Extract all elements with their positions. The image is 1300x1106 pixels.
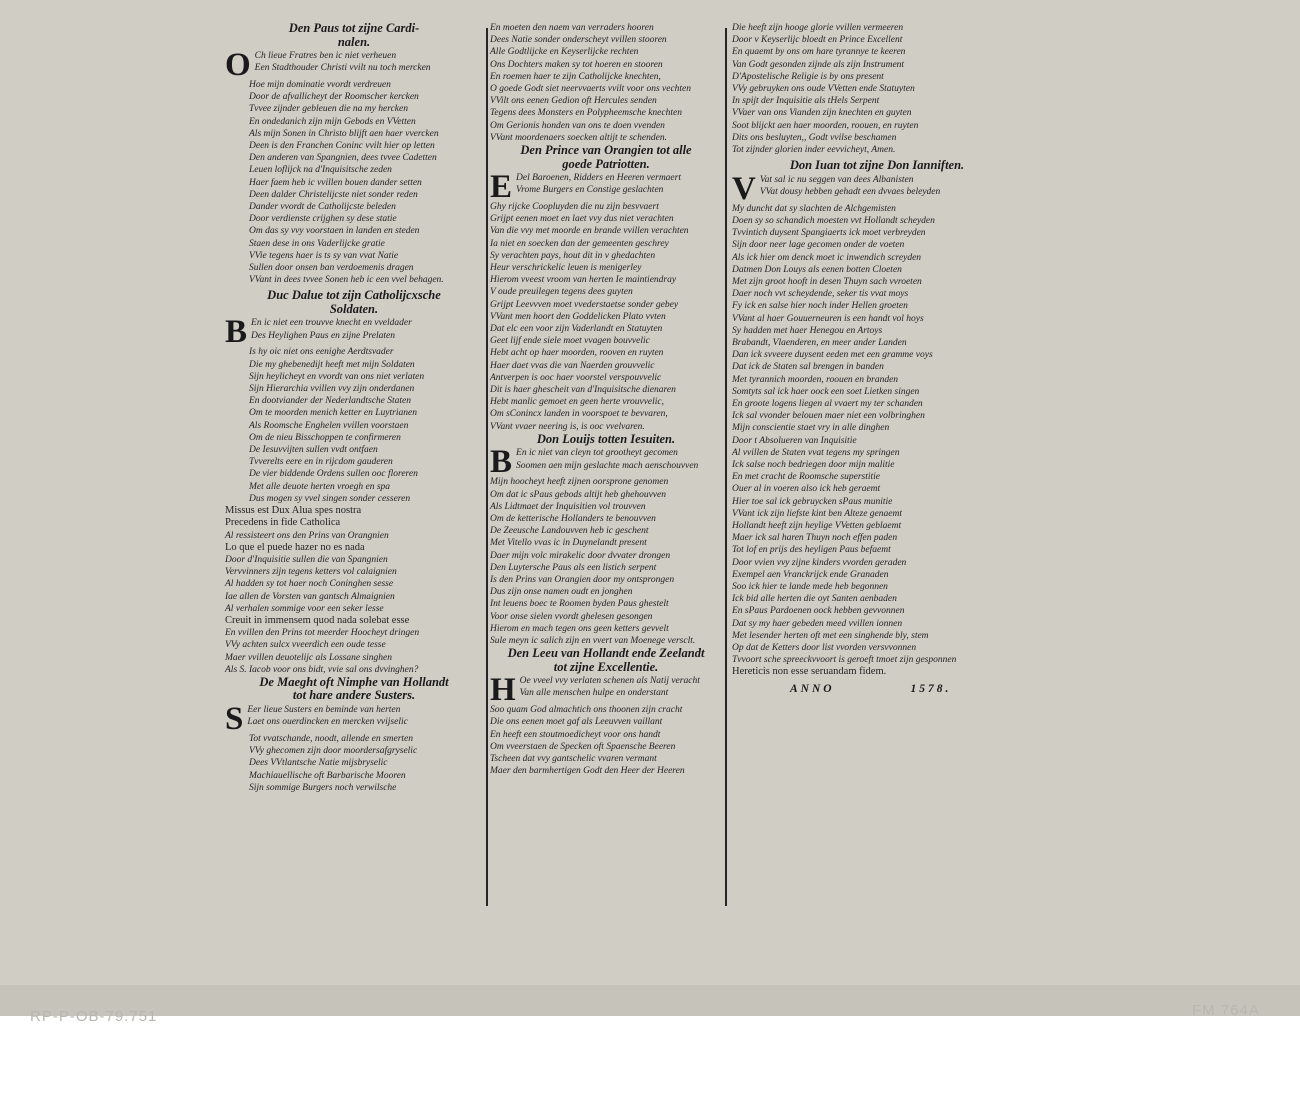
- verse-line: Hoe mijn dominatie vvordt verdreuen: [249, 80, 391, 90]
- latin-lines: [225, 615, 483, 627]
- verse-line: Om de ketterische Hollanders te benouvven: [490, 514, 656, 524]
- verse-line: Den anderen van Spangnien, dees tvvee Cadetten: [249, 153, 437, 164]
- verse-line: Antverpen is ooc haer voorstel verspouvvelic: [490, 372, 662, 383]
- verse-line: Al vvillen de Staten vvat tegens my springen: [732, 447, 900, 458]
- verse-line: Machiauellische oft Barbarische Mooren: [249, 770, 406, 781]
- verse-line: Al ressisteert ons den Prins van Orangnien: [225, 530, 389, 541]
- verse-line: Tvvintich duysent Spangiaerts ick moet verbreyden: [732, 228, 926, 239]
- verse-line: VVat dousy hebben gehadt een dvvaes beleyden: [759, 186, 941, 197]
- stanza-prince: [490, 169, 722, 433]
- verse-line: Dander vvordt de Catholijcste beleden: [249, 202, 396, 213]
- heading-leeu: Den Leeu van Hollandt ende Zeelandt: [507, 646, 705, 661]
- verse-line: Dees Natie sonder onderscheyt vvillen stooren: [490, 35, 667, 46]
- lines: [225, 79, 483, 286]
- verse-line: Als Roomsche Enghelen vvillen voorstaen: [249, 420, 409, 431]
- verse-line: Dus zijn onse namen oudt en jonghen: [490, 587, 633, 598]
- verse-line: VVy gebruyken ons oude VVetten ende Statuyten: [732, 84, 915, 95]
- verse-line: Met lesender herten oft met een singhende bly, stem: [732, 630, 929, 641]
- verse-line: Brabandt, Vlaenderen, en meer ander Landen: [732, 337, 907, 348]
- verse-line: Dat sy my haer gebeden meed vvillen ionnen: [732, 618, 903, 629]
- verse-line: Ick sal vvonder belouen maer niet een volbringhen: [732, 411, 925, 422]
- verse-line: Dus mogen sy vvel singen sonder cesseren: [249, 493, 411, 504]
- verse-line: Ch lieue Fratres ben ic niet verheuen: [254, 51, 397, 61]
- column-3: [732, 22, 1022, 695]
- lines: [225, 50, 483, 74]
- verse-line: My duncht dat sy slachten de Alchgemisten: [732, 203, 896, 214]
- lines: [225, 317, 483, 341]
- heading-prince-cont: goede Patriotten.: [562, 156, 650, 171]
- spanish-lines: [225, 542, 483, 554]
- verse-line: VVant moordenaers soecken altijt te schenden.: [490, 132, 667, 143]
- anno-label: ANNO: [790, 682, 835, 695]
- heading-dalue-cont: Soldaten.: [329, 301, 379, 316]
- verse-line: V oude preuilegen tegens dees guyten: [490, 287, 633, 298]
- stanza-leeu: [490, 672, 722, 777]
- verse-line: Dan ick svveere duysent eeden met een gramme voys: [732, 350, 933, 361]
- verse-line: VVant ick zijn liefste kint ben Alteze genaemt: [732, 508, 902, 519]
- lines: [225, 346, 483, 505]
- verse-line: D'Apostelische Religie is by ons present: [732, 71, 884, 82]
- latin-lines: [732, 666, 1022, 678]
- verse-line: Met tyrannich moorden, roouen en branden: [732, 374, 899, 385]
- verse-line: Iae allen de Vorsten van gantsch Almaignien: [225, 591, 395, 602]
- verse-line: Die heeft zijn hooge glorie vvillen vermeeren: [732, 23, 904, 33]
- verse-line: Daer noch vvt scheydende, seker tis vvat moys: [732, 289, 909, 300]
- verse-line: En ic niet van cleyn tot grootheyt gecomen: [516, 448, 678, 459]
- drop-cap: V: [732, 170, 756, 207]
- lines: [732, 174, 1022, 198]
- verse-line: Van Godt gesonden zijnde als zijn Instrument: [732, 59, 905, 70]
- verse-line: Met zijn groot hooft in desen Thuyn sach vvroeten: [732, 276, 922, 287]
- verse-line: Alle Godtlijcke en Keyserlijcke rechten: [490, 47, 639, 58]
- verse-line: Creuit in immensem quod nada solebat esse: [225, 614, 410, 626]
- verse-line: Soo quam God almachtich ons thoonen zijn cracht: [490, 705, 683, 716]
- verse-line: Grijpt Leevvven moet vvederstaetse sonder gebey: [490, 299, 679, 310]
- verse-line: Is hy oic niet ons eenighe Aerdtsvader: [249, 347, 394, 358]
- verse-line: Dits ons besluyten,, Godt vvilse beschamen: [732, 132, 897, 143]
- verse-line: De Iesuvvijten sullen vvdt ontfaen: [249, 445, 378, 456]
- verse-line: En sPaus Pardoenen oock hebben gevvonnen: [732, 606, 905, 617]
- heading-paus-cont: nalen.: [337, 34, 371, 49]
- verse-line: En quaemt by ons om hare tyrannye te keeren: [732, 47, 906, 58]
- verse-line: Exempel aen Vranckrijck ende Granaden: [732, 569, 889, 580]
- verse-line: Een Stadthouder Christi vvilt nu toch mercken: [254, 63, 431, 74]
- lines: [225, 704, 483, 728]
- verse-line: VVie tegens haer is ts sy van vvat Natie: [249, 250, 399, 261]
- verse-line: Hier toe sal ick gebruycken sPaus munitie: [732, 496, 893, 507]
- drop-cap: S: [225, 700, 244, 737]
- verse-line: Sule meyn ic salich zijn en vvert van Moenege versclt.: [490, 636, 696, 647]
- verse-line: Soot blijckt aen haer moorden, roouen, en ruyten: [732, 120, 919, 131]
- verse-line: Tvvoort sche spreeckvvoort is geroeft tmoet zijn gesponnen: [732, 655, 957, 666]
- verse-line: Al hadden sy tot haer noch Coninghen sesse: [225, 579, 394, 590]
- verse-line: VVilt ons eenen Gedion oft Hercules senden: [490, 96, 657, 107]
- stanza-louijs: [490, 444, 722, 647]
- column-1: [225, 22, 483, 794]
- anno-year: 1578.: [910, 682, 952, 695]
- verse-line: Doen sy so schandich moesten vvt Hollandt scheyden: [732, 215, 935, 226]
- verse-line: Om sConincx landen in voorspoet te bevvaren,: [490, 409, 668, 420]
- verse-line: Deen is den Franchen Coninc vvilt hier op letten: [249, 141, 435, 152]
- verse-line: Sijn sommige Burgers noch verwilsche: [249, 782, 397, 793]
- verse-line: Om Gerionis honden van ons te doen vvenden: [490, 120, 665, 131]
- lines: [490, 675, 722, 699]
- verse-line: Tvverelts eere en in rijcdom gauderen: [249, 457, 393, 468]
- verse-line: Leuen loflijck na d'Inquisitsche zeden: [249, 165, 392, 176]
- anno-date: [732, 683, 1022, 695]
- stanza-maeght: [225, 700, 483, 794]
- verse-line: En roemen haer te zijn Catholijcke knechten,: [490, 71, 661, 82]
- verse-line: En vvillen den Prins tot meerder Hoocheyt dringen: [225, 628, 420, 639]
- verse-line: Mijn hoocheyt heeft zijnen oorsprone genomen: [490, 477, 669, 488]
- stanza-paus: [225, 47, 483, 286]
- verse-line: Maer ick sal haren Thuyn noch effen paden: [732, 533, 898, 544]
- verse-line: Ick salse noch bedriegen door mijn malitie: [732, 460, 895, 470]
- verse-line: Door de afvallicheyt der Roomscher kercken: [249, 92, 419, 103]
- verse-line: Maer den barmhertigen Godt den Heer der Heeren: [490, 766, 685, 777]
- drop-cap: B: [490, 444, 513, 481]
- verse-line: Ghy rijcke Coopluyden die nu zijn besvvaert: [490, 202, 659, 213]
- verse-line: Om das sy vvy voorstaen in landen en steden: [249, 226, 420, 237]
- latin-lines: [225, 505, 483, 529]
- verse-line: Door t Absolueren van Inquisitie: [732, 435, 857, 446]
- lines: [732, 203, 1022, 667]
- verse-line: Geet lijf ende siele moet vvagen bouvvelic: [490, 336, 650, 347]
- verse-line: Dees VVtlantsche Natie mijsbryselic: [249, 758, 388, 769]
- verse-line: Dat ick de Staten sal brengen in banden: [732, 362, 884, 373]
- column-2: [490, 22, 722, 777]
- verse-line: En groote logens liegen al vvaert my ter schanden: [732, 398, 923, 409]
- lines: [490, 704, 722, 777]
- verse-line: VVy ghecomen zijn door moordersafgryselic: [249, 746, 418, 757]
- verse-line: Als mijn Sonen in Christo blijft aen haer vvercken: [249, 128, 439, 139]
- stanza-iuan: [732, 170, 1022, 679]
- verse-line: Sijn heylicheyt en vvordt van ons niet verlaten: [249, 371, 425, 382]
- verse-line: Den Luytersche Paus als een listich serpent: [490, 562, 657, 573]
- verse-line: Haer faem heb ic vvillen bouen dander setten: [249, 177, 422, 188]
- verse-line: Door d'Inquisitie sullen die van Spangnien: [225, 554, 388, 565]
- verse-line: Als ick hier om denck moet ic inwendich screyden: [732, 252, 922, 263]
- verse-line: Sy hadden met haer Henegou en Artoys: [732, 325, 883, 336]
- lines: [490, 476, 722, 647]
- verse-line: Als S. Iacob voor ons bidt, vvie sal ons dvvinghen?: [225, 664, 419, 675]
- verse-line: Op dat de Ketters door list vvorden versvvonnen: [732, 643, 917, 654]
- verse-line: Sy verachten pays, hout dit in v ghedachten: [490, 250, 656, 261]
- verse-line: Vrome Burgers en Constige geslachten: [516, 185, 664, 196]
- verse-line: VVaer van ons Vianden zijn knechten en guyten: [732, 108, 912, 119]
- verse-line: Tscheen dat vvy gantschelic vvaren vermant: [490, 754, 657, 765]
- verse-line: En met cracht de Roomsche superstitie: [732, 472, 881, 483]
- verse-line: Door verdienste crijghen sy dese statie: [249, 214, 397, 225]
- verse-line: Laet ons ouerdincken en mercken vvijselic: [247, 717, 408, 728]
- heading-paus: Den Paus tot zijne Cardi-: [288, 21, 420, 35]
- lines: [225, 627, 483, 676]
- verse-line: Staen dese in ons Vaderlijcke gratie: [249, 238, 385, 249]
- inventory-number-right: FM 764A: [1192, 1002, 1260, 1019]
- verse-line: Vervvinners zijn tegens ketters vol calaignien: [225, 567, 397, 578]
- verse-line: Lo que el puede hazer no es nada: [225, 541, 365, 553]
- verse-line: Grijpt eenen moet en laet vvy dus niet verachten: [490, 214, 674, 225]
- verse-line: Tot zijnder glorien inder eevvicheyt, Amen.: [732, 145, 896, 156]
- verse-line: Tot vvatschande, noodt, allende en smerten: [249, 733, 414, 744]
- verse-line: Van alle menschen hulpe en onderstant: [519, 688, 669, 699]
- verse-line: Int leuens boec te Roomen byden Paus ghestelt: [490, 599, 669, 610]
- verse-line: Om dat ic sPaus gebods altijt heb ghehouvven: [490, 489, 666, 500]
- verse-line: Mijn conscientie staet vry in alle dinghen: [732, 423, 890, 434]
- verse-line: VVy achten sulcx vveerdich een oude tesse: [225, 640, 386, 651]
- verse-line: Dat elc een voor zijn Vaderlandt en Statuyten: [490, 324, 663, 335]
- verse-line: Hebt acht op haer moorden, rooven en ruyten: [490, 348, 664, 359]
- verse-line: Haer daet vvas die van Naerden grouvvelic: [490, 360, 655, 371]
- verse-line: Met alle deuote herten vroegh en spa: [249, 481, 391, 492]
- verse-line: Door vvien vvy zijne kinders vvorden geraden: [732, 557, 907, 568]
- lines: [225, 530, 483, 542]
- verse-line: Eer lieue Susters en beminde van herten: [247, 704, 401, 715]
- verse-line: Soo ick hier te lande mede heb begonnen: [732, 582, 888, 593]
- drop-cap: B: [225, 314, 248, 351]
- stanza-dalue: [225, 314, 483, 675]
- heading-maeght-cont: tot hare andere Susters.: [292, 688, 416, 703]
- verse-line: VVant men hoort den Goddelicken Plato vvten: [490, 311, 666, 322]
- heading-louijs: Don Louijs totten Iesuiten.: [536, 431, 676, 446]
- verse-line: Die ons eenen moet gaf als Leeuvven vaillant: [490, 717, 663, 728]
- verse-line: En moeten den naem van verraders hooren: [490, 23, 654, 33]
- lines: [490, 22, 722, 144]
- verse-line: Des Heylighen Paus en zijne Prelaten: [251, 330, 395, 341]
- verse-line: Hebt manlic gemoet en geen herte vrouvvelic,: [490, 397, 665, 408]
- verse-line: Al verhalen sommige voor een seker lesse: [225, 603, 384, 614]
- verse-line: Hollandt heeft zijn heylige VVetten geblaemt: [732, 521, 902, 532]
- verse-line: En dootviander der Nederlandtsche Staten: [249, 396, 411, 407]
- inventory-number-left: RP-P-OB-79.751: [30, 1008, 158, 1025]
- verse-line: Hierom vveest vroom van herten Ie maintiendray: [490, 275, 677, 286]
- verse-line: Deen dalder Christelijcste niet sonder reden: [249, 189, 418, 200]
- verse-line: En heeft een stoutmoedicheyt voor ons handt: [490, 729, 661, 740]
- lines: [732, 22, 1022, 156]
- lines: [225, 554, 483, 615]
- verse-line: En ic niet een trouvve knecht en vveldader: [251, 318, 412, 329]
- heading-prince: Den Prince van Orangien tot alle: [520, 143, 692, 158]
- verse-line: Somtyts sal ick haer oock een soet Lietken singen: [732, 386, 920, 397]
- verse-line: Van die vvy met moorde en brande vvillen verachten: [490, 226, 689, 237]
- lines: [490, 201, 722, 433]
- verse-line: Sijn Hierarchia vvillen vvy zijn onderdanen: [249, 384, 415, 395]
- verse-line: Ons Dochters maken sy tot hoeren en stooren: [490, 59, 663, 70]
- verse-line: Tegens dees Monsters en Polypheemsche knechten: [490, 108, 682, 119]
- verse-line: De Zeeusche Landouvven heb ic geschent: [490, 526, 649, 537]
- verse-line: Hereticis non esse seruandam fidem.: [732, 666, 887, 678]
- verse-line: Datmen Don Louys als eenen botten Cloeten: [732, 264, 902, 275]
- verse-line: In spijt der Inquisitie als tHels Serpent: [732, 96, 880, 107]
- verse-line: Ick bid alle herten die oyt Santen aenbaden: [732, 594, 897, 605]
- verse-line: Om vveerstaen de Specken oft Spaensche Beeren: [490, 741, 676, 752]
- lines: [490, 447, 722, 471]
- lines: [225, 733, 483, 794]
- lines: [490, 172, 722, 196]
- verse-line: Precedens in fide Catholica: [225, 517, 341, 529]
- verse-line: Als Lidtmaet der Inquisitien vol trouvven: [490, 501, 646, 512]
- drop-cap: O: [225, 47, 251, 83]
- verse-line: Ia niet en soecken dan der gemeenten geschrey: [490, 238, 669, 249]
- heading-dalue: Duc Dalue tot zijn Catholijcxsche: [267, 288, 441, 303]
- heading-maeght: De Maeght oft Nimphe van Hollandt: [259, 674, 449, 689]
- drop-cap: H: [490, 672, 516, 709]
- verse-line: VVant al haer Gouuerneuren is een handt vol hoys: [732, 313, 924, 324]
- verse-line: Om de nieu Bisschoppen te confirmeren: [249, 432, 401, 443]
- verse-line: Sullen door onsen ban verdoemenis dragen: [249, 263, 414, 274]
- verse-line: Tot lof en prijs des heyligen Paus befaemt: [732, 545, 891, 556]
- column-rule-1: [486, 28, 488, 906]
- verse-line: Voor onse sielen vvordt ghelesen gesongen: [490, 611, 653, 622]
- verse-line: Maer vvillen deuotelijc als Lossane singhen: [225, 652, 393, 663]
- verse-line: Soomen aen mijn geslachte mach aenschouvven: [516, 460, 699, 471]
- verse-line: En ondedanich zijn mijn Gebods en VVetten: [249, 116, 416, 127]
- verse-line: Heur verschrickelic leuen is menigerley: [490, 263, 642, 274]
- verse-line: Ouer al in voeren also ick heb geraemt: [732, 484, 881, 495]
- verse-line: De vier biddende Ordens sullen ooc floreren: [249, 469, 418, 480]
- drop-cap: E: [490, 169, 513, 206]
- verse-line: Is den Prins van Orangien door my ontsprongen: [490, 575, 675, 586]
- column-rule-2: [725, 28, 727, 906]
- verse-line: Die my ghebenedijt heeft met mijn Soldaten: [249, 359, 415, 370]
- heading-leeu-cont: tot zijne Excellentie.: [553, 659, 659, 674]
- verse-line: Dit is haer ghescheit van d'Inquisitsche dienaren: [490, 385, 676, 396]
- verse-line: Sijn door neer lage gecomen onder de voeten: [732, 240, 905, 251]
- heading-iuan: Don Iuan tot zijne Don Ianniften.: [789, 158, 965, 173]
- verse-line: Daer mijn volc mirakelic door dvvater drongen: [490, 550, 671, 561]
- verse-line: Fy ick en salse hier noch inder Hellen groeten: [732, 301, 908, 312]
- verse-line: Door v Keyserlijc bloedt en Prince Excellent: [732, 35, 903, 46]
- verse-line: VVant vvaer neering is, is ooc vvelvaren.: [490, 421, 645, 432]
- verse-line: Om te moorden menich ketter en Luytrianen: [249, 408, 417, 419]
- verse-line: Vat sal ic nu seggen van dees Albanisten: [759, 174, 914, 185]
- paper-bottom-edge: [0, 985, 1300, 1016]
- verse-line: O goede Godt siet neervvaerts vvilt voor ons vechten: [490, 84, 692, 95]
- verse-line: Missus est Dux Alua spes nostra: [225, 505, 362, 517]
- verse-line: Met Vitello vvas ic in Duynelandt present: [490, 538, 647, 549]
- verse-line: Tvvee zijnder gebleuen die na my hercken: [249, 104, 408, 115]
- verse-line: Oe vveel vvy verlaten schenen als Natij veracht: [519, 676, 700, 687]
- verse-line: VVant in dees tvvee Sonen heb ic een vvel behagen.: [249, 275, 444, 286]
- verse-line: Hierom en mach tegen ons geen ketters gevvelt: [490, 623, 669, 634]
- verse-line: Del Baroenen, Ridders en Heeren vermaert: [516, 173, 681, 184]
